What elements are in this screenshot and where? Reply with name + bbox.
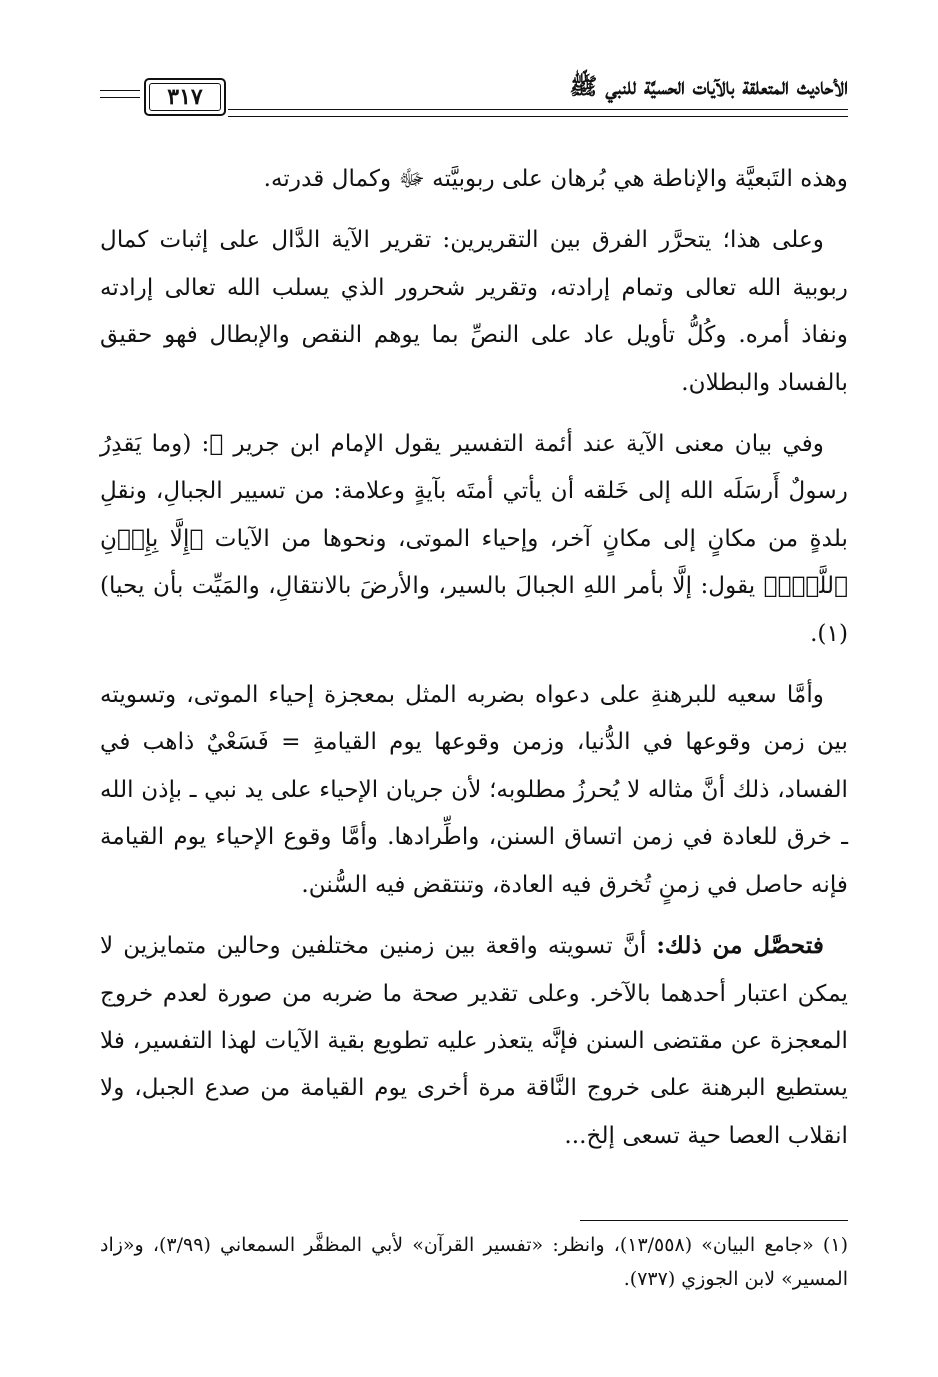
page-number: ٣١٧: [149, 83, 221, 111]
paragraph: وعلى هذا؛ يتحرَّر الفرق بين التقريرين: تقرير الآية الدَّال على إثبات كمال ربوبية الله تعالى وتمام إرادته، وتقرير شحرور الذي يسلب الله تعالى إرادته ونفاذ أمره. وكُلُّ تأويل عاد على النصِّ بما يوهم النقص والإبطال فهو حقيق بالفساد والبطلان.: [100, 226, 848, 396]
header-rule-left: [100, 97, 140, 98]
footnote-rule: [580, 1220, 848, 1221]
body-text: [100, 155, 848, 1173]
header-rule-right: [228, 116, 848, 117]
paragraph: [100, 922, 848, 1159]
page-header: [100, 70, 848, 120]
paragraph: وهذه التَبعيَّة والإناطة هي بُرهان على ربوبيَّته ﷻ وكمال قدرته.: [263, 165, 848, 192]
footnote: (١) «جامع البيان» (١٣/٥٥٨)، وانظر: «تفسير القرآن» لأبي المظفَّر السمعاني (٣/٩٩)، و«زاد المسير» لابن الجوزي (٧٣٧).: [100, 1234, 848, 1290]
running-title: الأحاديث المتعلقة بالآيات الحسيَّة للنبي ﷺ: [569, 73, 848, 100]
paragraph: وفي بيان معنى الآية عند أئمة التفسير يقول الإمام ابن جرير ﷺ: (وما يَقدِرُ رسولٌ أَرسَلَه الله إلى خَلقه أن يأتي أمتَه بآيةٍ وعلامة: من تسيير الجبالِ، ونقلِ بلدةٍ من مكانٍ إلى مكانٍ آخر، وإحياء الموتى، ونحوها من الآيات ﴿إِلَّا بِإِذۡنِ ٱللَّهِۚ﴾ يقول: إلَّا بأمر اللهِ الجبالَ بالسير، والأرضَ بالانتقالِ، والمَيِّت بأن يحيا)(١).: [100, 430, 848, 647]
paragraph-text: أنَّ تسويته واقعة بين زمنين مختلفين وحالين متمايزين لا يمكن اعتبار أحدهما بالآخر. وعلى تقدير صحة ما ضربه من صورة لعدم خروج المعجزة عن مقتضى السنن فإنَّه يتعذر عليه تطويع بقية الآيات لهذا التفسير، فلا يستطيع البرهنة على خروج النَّاقة مرة أخرى يوم القيامة من صدع الجبل، ولا انقلاب العصا حية تسعى إلخ...: [100, 932, 848, 1149]
page: [100, 70, 848, 1340]
footnotes: [100, 1228, 848, 1296]
paragraph: وأمَّا سعيه للبرهنةِ على دعواه بضربه المثل بمعجزة إحياء الموتى، وتسويته بين زمن وقوعها في الدُّنيا، وزمن وقوعها يوم القيامةِ = فَسَعْيٌ ذاهب في الفساد، ذلك أنَّ مثاله لا يُحرزُ مطلوبه؛ لأن جريان الإحياء على يد نبي ـ بإذن الله ـ خرق للعادة في زمن اتساق السنن، واطِّرادها. وأمَّا وقوع الإحياء يوم القيامة فإنه حاصل في زمنٍ تُخرق فيه العادة، وتنتقض فيه السُّنن.: [100, 681, 848, 898]
paragraph-lead: فتحصَّل من ذلك:: [656, 932, 824, 960]
header-rule-right: [228, 109, 848, 110]
page-number-box: [144, 78, 226, 116]
header-rule-left: [100, 90, 140, 91]
